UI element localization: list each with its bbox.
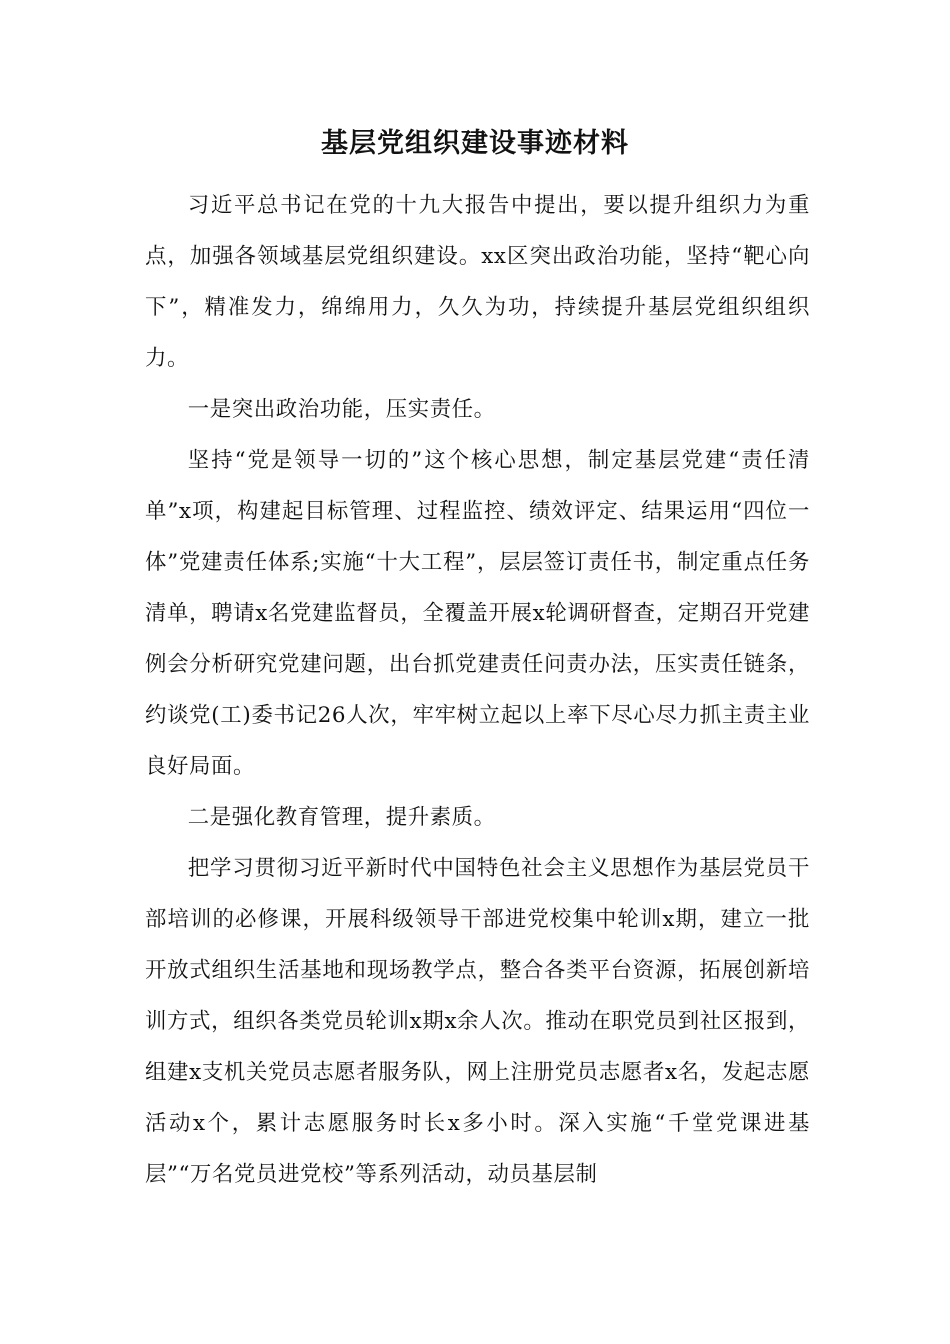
paragraph-section-2: 把学习贯彻习近平新时代中国特色社会主义思想作为基层党员干部培训的必修课，开展科级领导干部进党校集中轮训x期，建立一批开放式组织生活基地和现场教学点，整合各类平台资源，拓展创新培训方式，组织各类党员轮训x期x余人次。推动在职党员到社区报到，组建x支机关党员志愿者服务队，网上注册党员志愿者x名，发起志愿活动x个，累计志愿服务时长x多小时。深入实施“千堂党课进基层”“万名党员进党校”等系列活动，动员基层制 <box>145 856 810 1187</box>
section-heading-1: 一是突出政治功能，压实责任。 <box>187 397 496 422</box>
document-title: 基层党组织建设事迹材料 <box>321 128 629 159</box>
document-body <box>145 180 810 1200</box>
section-heading-2: 二是强化教育管理，提升素质。 <box>187 805 496 830</box>
paragraph-section-1: 坚持“党是领导一切的”这个核心思想，制定基层党建“责任清单”x项，构建起目标管理、过程监控、绩效评定、结果运用“四位一体”党建责任体系;实施“十大工程”，层层签订责任书，制定重点任务清单，聘请x名党建监督员，全覆盖开展x轮调研督查，定期召开党建例会分析研究党建问题，出台抓党建责任问责办法，压实责任链条，约谈党(工)委书记26人次，牢牢树立起以上率下尽心尽力抓主责主业良好局面。 <box>145 448 810 779</box>
paragraph-intro: 习近平总书记在党的十九大报告中提出，要以提升组织力为重点，加强各领域基层党组织建设。xx区突出政治功能，坚持“靶心向下”，精准发力，绵绵用力，久久为功，持续提升基层党组织组织力。 <box>145 193 810 371</box>
